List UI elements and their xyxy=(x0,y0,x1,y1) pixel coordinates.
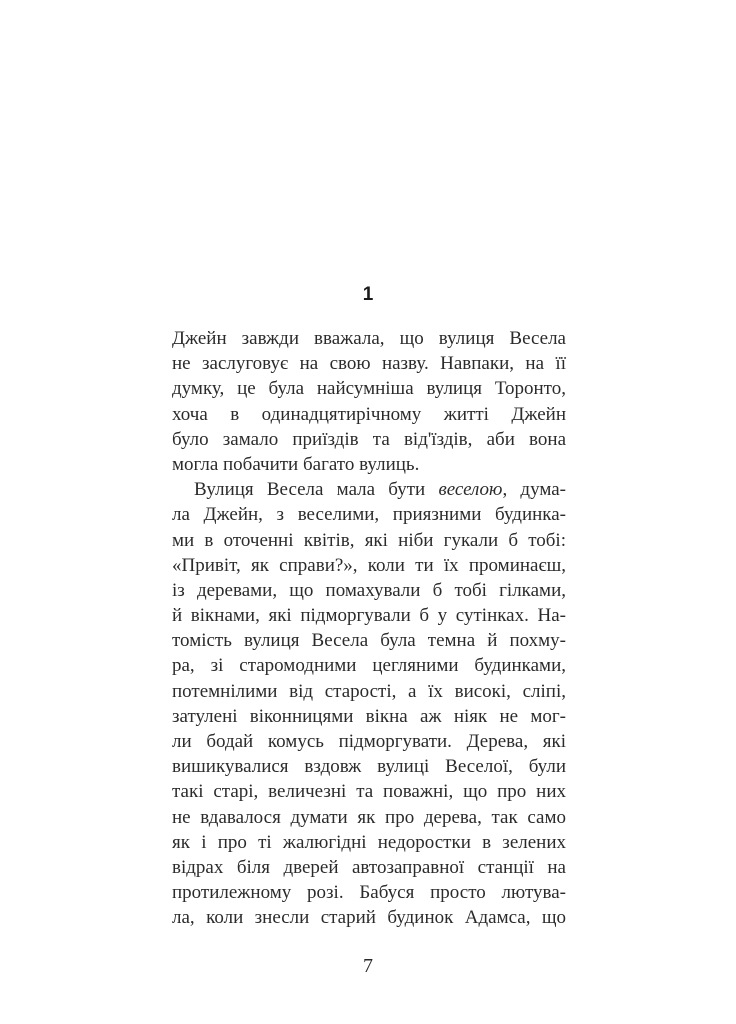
text-line: затулені віконницями вікна аж ніяк не мог- xyxy=(172,705,566,727)
text-line: могла побачити багато вулиць. xyxy=(172,453,420,475)
text-line: протилежному розі. Бабуся просто лютува- xyxy=(172,882,566,904)
text-line: такі старі, величезні та поважні, що про них xyxy=(172,781,566,803)
text-line: ла, коли знесли старий будинок Адамса, що xyxy=(172,907,566,929)
text-line: не вдавалося думати як про дерева, так само xyxy=(172,806,566,828)
text-line: не заслуговує на свою назву. Навпаки, на її xyxy=(172,353,566,375)
text-line: думку, це була найсумніша вулиця Торонто, xyxy=(172,378,566,400)
page-number: 7 xyxy=(363,955,373,977)
italic-word: веселою xyxy=(438,479,503,501)
text-line: хоча в одинадцятирічному житті Джейн xyxy=(172,403,566,425)
text-line: відрах біля дверей автозаправної станції на xyxy=(172,856,566,878)
text-span: Вулиця Весела мала бути xyxy=(194,479,439,501)
text-line: ми в оточенні квітів, які ніби гукали б тобі: xyxy=(172,529,566,551)
text-line: й вікнами, які підморгували б у сутінках. На- xyxy=(172,605,566,627)
text-line: із деревами, що помахували б тобі гілками, xyxy=(172,579,566,601)
body-text xyxy=(172,326,566,931)
text-line: Джейн завжди вважала, що вулиця Весела xyxy=(172,328,566,349)
text-line: було замало приїздів та від'їздів, аби вона xyxy=(172,428,566,450)
text-line: ла Джейн, з веселими, приязними будинка- xyxy=(172,504,566,526)
text-line: вишикувалися вздовж вулиці Веселої, були xyxy=(172,756,566,778)
text-line: «Привіт, як справи?», коли ти їх проминаєш, xyxy=(172,554,566,576)
text-line: як і про ті жалюгідні недоростки в зелених xyxy=(172,831,566,853)
text-span: , дума- xyxy=(502,479,566,501)
chapter-number: 1 xyxy=(362,284,374,305)
text-line: томість вулиця Весела була темна й похму- xyxy=(172,630,566,652)
text-line: ра, зі старомодними цегляними будинками, xyxy=(172,655,566,677)
text-line-paragraph-start xyxy=(172,477,566,502)
text-line: потемнілими від старості, а їх високі, сліпі, xyxy=(172,680,566,702)
text-line: ли бодай комусь підморгувати. Дерева, які xyxy=(172,731,566,752)
